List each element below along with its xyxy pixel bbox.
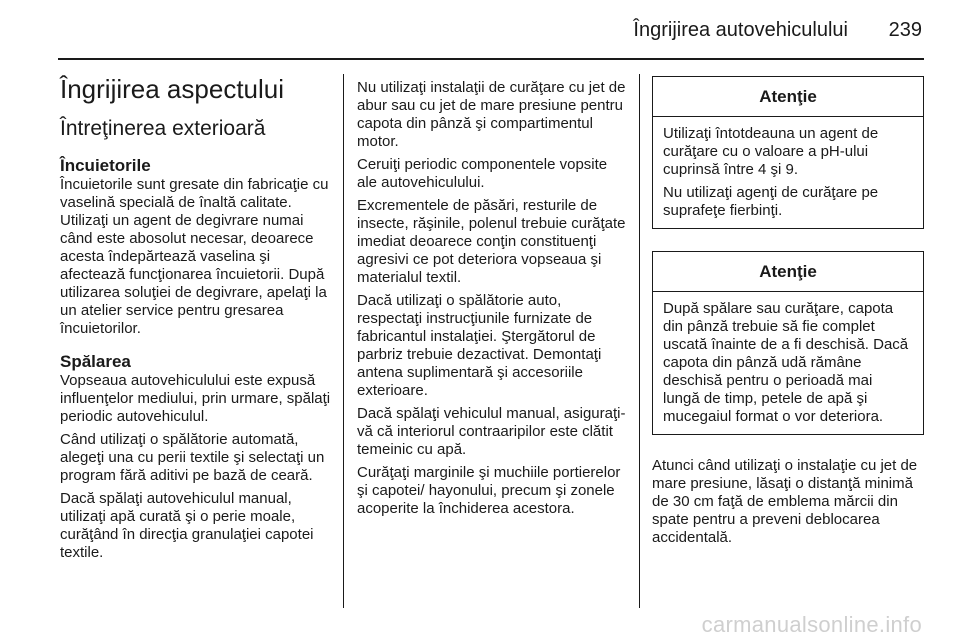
- washing-section: [60, 352, 332, 562]
- running-header-title: Îngrijirea autovehiculului: [633, 19, 848, 41]
- body-paragraph-4: Dacă utilizaţi o spălătorie auto, respectaţi instrucţiunile furnizate de fabricantul instalaţiei. Ştergătorul de parbriz trebuie dezactivat. Demontaţi antena suplimentară şi accesoriile exterioare.: [357, 292, 602, 399]
- warning-box-1-body: [653, 117, 923, 228]
- section-heading: Întreţinerea exterioară: [60, 117, 266, 140]
- column-divider-2: [639, 74, 640, 608]
- body-paragraph-6: Curăţaţi marginile şi muchiile portierelor şi capotei/ hayonului, precum şi zonele acoperite la închiderea acestora.: [357, 464, 621, 517]
- column-right: [652, 76, 924, 547]
- washing-paragraph-2: Când utilizaţi o spălătorie automată, alegeţi una cu perii textile şi selectaţi un program fără aditivi pe bază de ceară.: [60, 431, 325, 484]
- pressure-washer-paragraph: Atunci când utilizaţi o instalaţie cu jet de mare presiune, lăsaţi o distanţă minimă de 30 cm faţă de emblema mărcii din spate pentru a preveni deblocarea accidentală.: [652, 457, 918, 546]
- warning-box-2-paragraph-1: După spălare sau curăţare, capota din pânză trebuie să fie complet uscată înainte de a fi deschisă. Dacă capota din pânză udă rămâne deschisă pentru o perioadă mai lungă de timp, petele de apă şi mucegaiul format o vor deteriora.: [663, 300, 909, 425]
- locks-section: [60, 156, 332, 338]
- warning-box-1-paragraph-2: Nu utilizaţi agenţi de curăţare pe suprafeţe fierbinţi.: [663, 184, 879, 219]
- page-header: [0, 0, 960, 60]
- warning-box-1-paragraph-1: Utilizaţi întotdeauna un agent de curăţare cu o valoare a pH-ului cuprinsă între 4 şi 9.: [663, 125, 879, 178]
- page-number: 239: [888, 19, 922, 41]
- washing-paragraph-1: Vopseaua autovehiculului este expusă influenţelor mediului, prin urmare, spălaţi periodic autovehiculul.: [60, 372, 331, 425]
- column-divider-1: [343, 74, 344, 608]
- body-paragraph-1: Nu utilizaţi instalaţii de curăţare cu jet de abur sau cu jet de mare presiune pentru capota din pânză şi compartimentul motor.: [357, 79, 626, 150]
- chapter-heading: Îngrijirea aspectului: [60, 74, 285, 104]
- watermark: carmanualsonline.info: [701, 612, 922, 637]
- locks-paragraph: Încuietorile sunt gresate din fabricaţie cu vaselină specială de înaltă calitate. Utilizaţi un agent de degivrare numai când este abosolut necesar, deoarece acesta îndepărtează vaselina şi afectează funcţionarea încuietorii. După utilizarea soluţiei de degivrare, apelaţi la un atelier service pentru gresarea încuietorilor.: [60, 176, 329, 337]
- body-paragraph-5: Dacă spălaţi vehiculul manual, asiguraţi-vă că interiorul contraaripilor este clătit temeinic cu apă.: [357, 405, 626, 458]
- body-paragraph-3: Excrementele de păsări, resturile de insecte, răşinile, polenul trebuie curăţate imediat deoarece conţin constituenţi agresivi ce pot deteriora vopseaua şi materialul textil.: [357, 197, 626, 286]
- header-divider: [58, 58, 924, 60]
- warning-box-1: [652, 76, 924, 229]
- warning-box-2: [652, 251, 924, 435]
- column-middle: [357, 79, 627, 518]
- washing-paragraph-3: Dacă spălaţi autovehiculul manual, utilizaţi apă curată şi o perie moale, curăţând în direcţia granulaţiei capotei textile.: [60, 490, 314, 561]
- washing-heading: Spălarea: [60, 352, 131, 371]
- body-paragraph-2: Ceruiţi periodic componentele vopsite ale autovehiculului.: [357, 156, 608, 191]
- warning-box-1-title: Atenţie: [653, 77, 923, 117]
- column-left: [60, 74, 332, 562]
- locks-heading: Încuietorile: [60, 156, 151, 175]
- warning-box-2-body: [653, 292, 923, 434]
- warning-box-2-title: Atenţie: [653, 252, 923, 292]
